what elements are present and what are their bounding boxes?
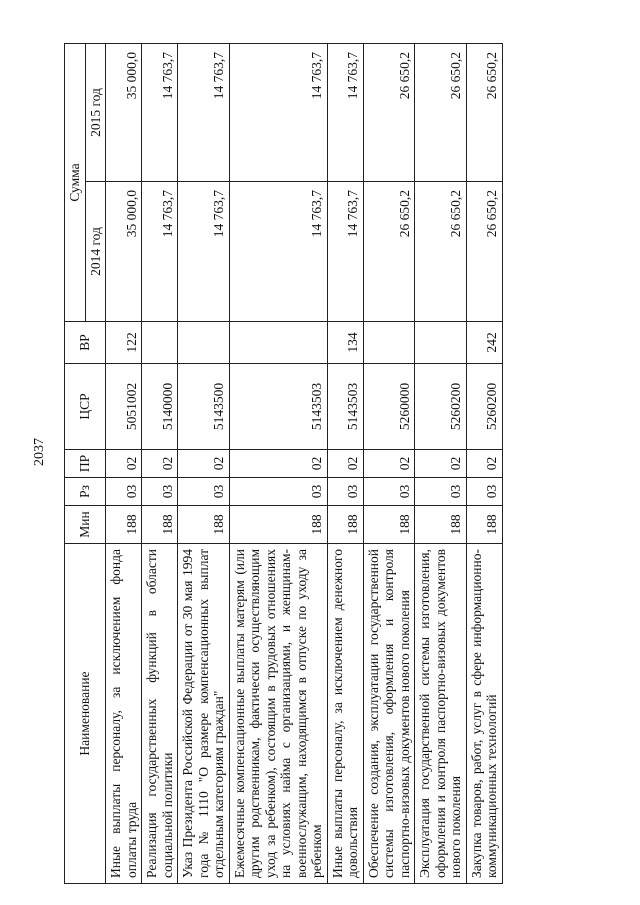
cell-vr bbox=[415, 322, 467, 364]
cell-vr bbox=[229, 322, 327, 364]
table-body bbox=[106, 43, 503, 883]
cell-sum-2014: 26 650,2 bbox=[363, 182, 415, 322]
rotated-sheet bbox=[64, 44, 584, 884]
cell-rz: 03 bbox=[229, 478, 327, 506]
cell-min: 188 bbox=[178, 506, 230, 544]
cell-name: Эксплуатация государственной системы изготовления, оформления и контроля паспортно-визовых документов нового поколения bbox=[415, 544, 467, 884]
table-row bbox=[363, 43, 415, 883]
cell-sum-2015: 14 763,7 bbox=[178, 43, 230, 181]
header-vr: ВР bbox=[65, 322, 106, 364]
budget-table bbox=[64, 43, 503, 884]
cell-rz: 03 bbox=[106, 478, 142, 506]
cell-sum-2014: 35 000,0 bbox=[106, 182, 142, 322]
header-name: Наименование bbox=[65, 544, 106, 884]
header-row bbox=[65, 43, 86, 883]
cell-pr: 02 bbox=[106, 450, 142, 478]
cell-pr: 02 bbox=[415, 450, 467, 478]
table-row bbox=[466, 43, 502, 883]
cell-csr: 5260000 bbox=[363, 364, 415, 450]
cell-min: 188 bbox=[229, 506, 327, 544]
cell-name: Указ Президента Российской Федерации от 30 мая 1994 года № 1110 "О размере компенсационных выплат отдельным категориям граждан" bbox=[178, 544, 230, 884]
cell-rz: 03 bbox=[178, 478, 230, 506]
header-pr: ПР bbox=[65, 450, 106, 478]
table-row bbox=[178, 43, 230, 883]
cell-sum-2015: 35 000,0 bbox=[106, 43, 142, 181]
cell-pr: 02 bbox=[466, 450, 502, 478]
cell-pr: 02 bbox=[178, 450, 230, 478]
cell-vr bbox=[178, 322, 230, 364]
cell-csr: 5051002 bbox=[106, 364, 142, 450]
cell-rz: 03 bbox=[415, 478, 467, 506]
cell-sum-2014: 14 763,7 bbox=[142, 182, 178, 322]
header-min: Мин bbox=[65, 506, 106, 544]
cell-sum-2014: 14 763,7 bbox=[178, 182, 230, 322]
cell-sum-2014: 26 650,2 bbox=[415, 182, 467, 322]
table-row bbox=[415, 43, 467, 883]
page-number: 2037 bbox=[32, 438, 47, 466]
cell-vr: 242 bbox=[466, 322, 502, 364]
cell-name: Иные выплаты персоналу, за исключением фонда оплаты труда bbox=[106, 544, 142, 884]
cell-sum-2015: 26 650,2 bbox=[363, 43, 415, 181]
cell-sum-2015: 14 763,7 bbox=[229, 43, 327, 181]
cell-vr: 122 bbox=[106, 322, 142, 364]
cell-csr: 5143500 bbox=[178, 364, 230, 450]
cell-csr: 5140000 bbox=[142, 364, 178, 450]
cell-sum-2014: 26 650,2 bbox=[466, 182, 502, 322]
cell-rz: 03 bbox=[466, 478, 502, 506]
cell-name: Закупка товаров, работ, услуг в сфере информационно-коммуникационных технологий bbox=[466, 544, 502, 884]
cell-csr: 5143503 bbox=[327, 364, 363, 450]
table-row bbox=[142, 43, 178, 883]
cell-vr bbox=[363, 322, 415, 364]
header-2014: 2014 год bbox=[85, 182, 106, 322]
cell-vr: 134 bbox=[327, 322, 363, 364]
cell-min: 188 bbox=[363, 506, 415, 544]
cell-name: Обеспечение создания, эксплуатации государственной системы изготовления, оформления и контроля паспортно-визовых документов нового поколения bbox=[363, 544, 415, 884]
header-sum: Сумма bbox=[65, 43, 86, 321]
cell-name: Реализация государственных функций в области социальной политики bbox=[142, 544, 178, 884]
cell-min: 188 bbox=[415, 506, 467, 544]
cell-pr: 02 bbox=[363, 450, 415, 478]
header-rz: Рз bbox=[65, 478, 106, 506]
cell-min: 188 bbox=[142, 506, 178, 544]
cell-sum-2015: 14 763,7 bbox=[142, 43, 178, 181]
header-csr: ЦСР bbox=[65, 364, 106, 450]
table-row bbox=[327, 43, 363, 883]
header-2015: 2015 год bbox=[85, 43, 106, 181]
table-row bbox=[106, 43, 142, 883]
cell-rz: 03 bbox=[327, 478, 363, 506]
cell-csr: 5260200 bbox=[466, 364, 502, 450]
table-row bbox=[229, 43, 327, 883]
cell-csr: 5143503 bbox=[229, 364, 327, 450]
cell-min: 188 bbox=[466, 506, 502, 544]
cell-rz: 03 bbox=[363, 478, 415, 506]
cell-pr: 02 bbox=[229, 450, 327, 478]
cell-csr: 5260200 bbox=[415, 364, 467, 450]
cell-sum-2015: 26 650,2 bbox=[415, 43, 467, 181]
cell-pr: 02 bbox=[142, 450, 178, 478]
cell-sum-2015: 26 650,2 bbox=[466, 43, 502, 181]
cell-rz: 03 bbox=[142, 478, 178, 506]
cell-sum-2014: 14 763,7 bbox=[327, 182, 363, 322]
cell-name: Иные выплаты персоналу, за исключением денежного довольствия bbox=[327, 544, 363, 884]
cell-min: 188 bbox=[327, 506, 363, 544]
cell-min: 188 bbox=[106, 506, 142, 544]
cell-sum-2014: 14 763,7 bbox=[229, 182, 327, 322]
cell-vr bbox=[142, 322, 178, 364]
cell-name: Ежемесячные компенсационные выплаты матерям (или другим родственникам, фактически осуществляющим уход за ребенком), состоящим в трудовых отношениях на условиях найма с организациями, и женщинам-военнослужащим, находящимся в отпуске по уходу за ребенком bbox=[229, 544, 327, 884]
cell-sum-2015: 14 763,7 bbox=[327, 43, 363, 181]
cell-pr: 02 bbox=[327, 450, 363, 478]
